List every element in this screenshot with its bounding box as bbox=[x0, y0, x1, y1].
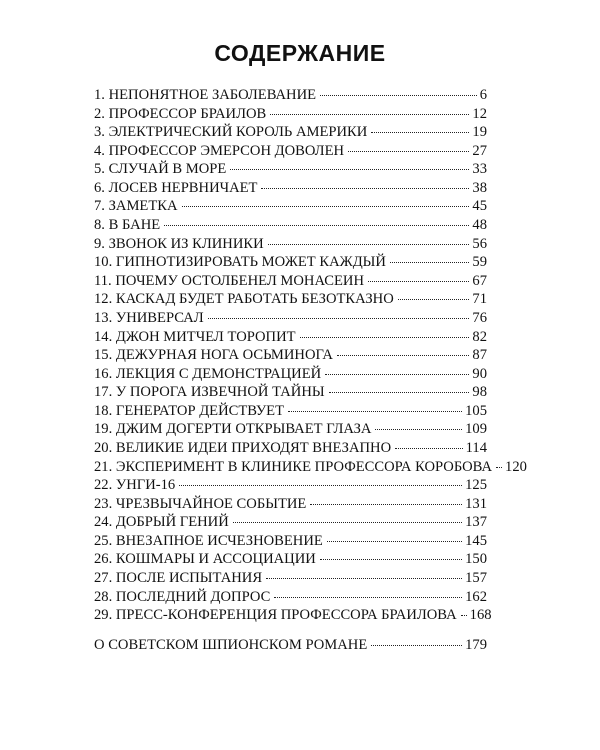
dot-leader bbox=[398, 299, 470, 300]
toc-entry-title: 12. КАСКАД БУДЕТ РАБОТАТЬ БЕЗОТКАЗНО bbox=[94, 291, 394, 308]
dot-leader bbox=[320, 559, 462, 560]
toc-entry bbox=[94, 606, 492, 625]
dot-leader bbox=[390, 262, 469, 263]
toc-entry-page: 19 bbox=[472, 124, 487, 141]
dot-leader bbox=[348, 151, 469, 152]
toc-entry-title: 24. ДОБРЫЙ ГЕНИЙ bbox=[94, 514, 229, 531]
toc-entry-page: 114 bbox=[465, 439, 487, 456]
toc-entry-page: 131 bbox=[465, 495, 487, 512]
dot-leader bbox=[371, 132, 469, 133]
toc-entry-title: 7. ЗАМЕТКА bbox=[94, 198, 178, 215]
toc-entry-page: 157 bbox=[465, 570, 487, 587]
toc-entry-title: 17. У ПОРОГА ИЗВЕЧНОЙ ТАЙНЫ bbox=[94, 384, 325, 401]
toc-entry-page: 27 bbox=[472, 142, 487, 159]
toc-entry-page: 105 bbox=[465, 402, 487, 419]
toc-entry bbox=[94, 86, 487, 105]
toc-entry bbox=[94, 420, 487, 439]
dot-leader bbox=[179, 485, 462, 486]
toc-entry-page: 125 bbox=[465, 477, 487, 494]
dot-leader bbox=[182, 206, 470, 207]
toc-entry bbox=[94, 197, 487, 216]
toc-entry-page: 38 bbox=[472, 179, 487, 196]
toc-entry-page: 109 bbox=[465, 421, 487, 438]
toc-entry-title: 18. ГЕНЕРАТОР ДЕЙСТВУЕТ bbox=[94, 402, 284, 419]
toc-entry bbox=[94, 123, 487, 142]
toc-entry bbox=[94, 290, 487, 309]
toc-entry-title: О СОВЕТСКОМ ШПИОНСКОМ РОМАНЕ bbox=[94, 636, 368, 653]
toc-entry-page: 82 bbox=[472, 328, 487, 345]
toc-entry bbox=[94, 235, 487, 254]
toc-entry-title: 5. СЛУЧАЙ В МОРЕ bbox=[94, 161, 227, 178]
toc-entry-page: 59 bbox=[472, 254, 487, 271]
toc-entry-title: 27. ПОСЛЕ ИСПЫТАНИЯ bbox=[94, 570, 263, 587]
toc-entry bbox=[94, 365, 487, 384]
toc-entry-title: 13. УНИВЕРСАЛ bbox=[94, 309, 204, 326]
toc-entry bbox=[94, 383, 487, 402]
toc-entry-title: 21. ЭКСПЕРИМЕНТ В КЛИНИКЕ ПРОФЕССОРА КОРОБОВА bbox=[94, 458, 493, 475]
toc-entry bbox=[94, 216, 487, 235]
toc-entry bbox=[94, 495, 487, 514]
toc-list bbox=[94, 86, 527, 654]
toc-entry bbox=[94, 309, 487, 328]
toc-entry-page: 67 bbox=[472, 272, 487, 289]
toc-entry-title: 19. ДЖИМ ДОГЕРТИ ОТКРЫВАЕТ ГЛАЗА bbox=[94, 421, 372, 438]
toc-entry bbox=[94, 439, 487, 458]
toc-entry-page: 45 bbox=[472, 198, 487, 215]
toc-entry-page: 76 bbox=[472, 309, 487, 326]
toc-entry-page: 71 bbox=[472, 291, 487, 308]
toc-entry-title: 11. ПОЧЕМУ ОСТОЛБЕНЕЛ МОНАСЕИН bbox=[94, 272, 364, 289]
dot-leader bbox=[496, 467, 502, 468]
dot-leader bbox=[266, 578, 462, 579]
toc-entry-title: 9. ЗВОНОК ИЗ КЛИНИКИ bbox=[94, 235, 264, 252]
toc-entry-page: 179 bbox=[465, 636, 487, 653]
toc-entry-page: 12 bbox=[472, 105, 487, 122]
page-title: СОДЕРЖАНИЕ bbox=[214, 40, 386, 66]
dot-leader bbox=[371, 645, 462, 646]
dot-leader bbox=[320, 95, 477, 96]
toc-entry-page: 120 bbox=[505, 458, 527, 475]
dot-leader bbox=[329, 392, 470, 393]
toc-entry bbox=[94, 458, 527, 477]
dot-leader bbox=[230, 169, 469, 170]
toc-entry bbox=[94, 272, 487, 291]
toc-entry-page: 33 bbox=[472, 161, 487, 178]
dot-leader bbox=[461, 615, 467, 616]
toc-entry-title: 3. ЭЛЕКТРИЧЕСКИЙ КОРОЛЬ АМЕРИКИ bbox=[94, 124, 368, 141]
toc-entry-title: 28. ПОСЛЕДНИЙ ДОПРОС bbox=[94, 588, 271, 605]
dot-leader bbox=[368, 281, 469, 282]
toc-entry-title: 26. КОШМАРЫ И АССОЦИАЦИИ bbox=[94, 551, 316, 568]
toc-entry-page: 56 bbox=[472, 235, 487, 252]
toc-entry bbox=[94, 253, 487, 272]
toc-entry-page: 90 bbox=[472, 365, 487, 382]
toc-entry-page: 168 bbox=[469, 607, 492, 624]
toc-entry-page: 48 bbox=[472, 217, 487, 234]
toc-entry-page: 6 bbox=[479, 87, 487, 103]
dot-leader bbox=[395, 448, 463, 449]
toc-entry bbox=[94, 550, 487, 569]
toc-entry bbox=[94, 402, 487, 421]
toc-entry-title: 10. ГИПНОТИЗИРОВАТЬ МОЖЕТ КАЖДЫЙ bbox=[94, 254, 386, 271]
toc-entry bbox=[94, 346, 487, 365]
toc-entry-page: 87 bbox=[472, 347, 487, 364]
dot-leader bbox=[300, 337, 470, 338]
dot-leader bbox=[337, 355, 470, 356]
toc-entry bbox=[94, 513, 487, 532]
toc-entry-page: 150 bbox=[465, 551, 487, 568]
toc-entry-title: 16. ЛЕКЦИЯ С ДЕМОНСТРАЦИЕЙ bbox=[94, 365, 322, 382]
dot-leader bbox=[208, 318, 470, 319]
dot-leader bbox=[375, 429, 462, 430]
dot-leader bbox=[164, 225, 469, 226]
dot-leader bbox=[261, 188, 469, 189]
dot-leader bbox=[233, 522, 462, 523]
toc-entry-title: 25. ВНЕЗАПНОЕ ИСЧЕЗНОВЕНИЕ bbox=[94, 532, 323, 549]
toc-entry bbox=[94, 569, 487, 588]
toc-entry bbox=[94, 105, 487, 124]
toc-entry bbox=[94, 328, 487, 347]
dot-leader bbox=[327, 541, 462, 542]
dot-leader bbox=[288, 411, 462, 412]
toc-entry bbox=[94, 160, 487, 179]
toc-entry bbox=[94, 142, 487, 161]
dot-leader bbox=[310, 504, 462, 505]
dot-leader bbox=[270, 114, 469, 115]
toc-entry-title: 8. В БАНЕ bbox=[94, 217, 161, 234]
toc-entry bbox=[94, 179, 487, 198]
toc-entry-page: 98 bbox=[472, 384, 487, 401]
toc-entry-title: 6. ЛОСЕВ НЕРВНИЧАЕТ bbox=[94, 179, 258, 196]
toc-entry-title: 2. ПРОФЕССОР БРАИЛОВ bbox=[94, 105, 267, 122]
toc-entry-title: 29. ПРЕСС-КОНФЕРЕНЦИЯ ПРОФЕССОРА БРАИЛОВА bbox=[94, 607, 457, 624]
dot-leader bbox=[268, 244, 470, 245]
toc-entry-title: 1. НЕПОНЯТНОЕ ЗАБОЛЕВАНИЕ bbox=[94, 87, 317, 103]
toc-entry bbox=[94, 476, 487, 495]
toc-entry bbox=[94, 532, 487, 551]
toc-entry bbox=[94, 588, 487, 607]
toc-entry-title: 15. ДЕЖУРНАЯ НОГА ОСЬМИНОГА bbox=[94, 347, 333, 364]
toc-entry-title: 14. ДЖОН МИТЧЕЛ ТОРОПИТ bbox=[94, 328, 296, 345]
toc-entry-title: 22. УНГИ-16 bbox=[94, 477, 176, 494]
dot-leader bbox=[325, 374, 469, 375]
toc-entry-title: 20. ВЕЛИКИЕ ИДЕИ ПРИХОДЯТ ВНЕЗАПНО bbox=[94, 439, 392, 456]
toc-entry-title: 4. ПРОФЕССОР ЭМЕРСОН ДОВОЛЕН bbox=[94, 142, 345, 159]
toc-entry-page: 137 bbox=[465, 514, 487, 531]
toc-entry-page: 162 bbox=[465, 588, 487, 605]
toc-entry-afterword bbox=[94, 636, 487, 655]
toc-entry-title: 23. ЧРЕЗВЫЧАЙНОЕ СОБЫТИЕ bbox=[94, 495, 307, 512]
toc-entry-page: 145 bbox=[465, 532, 487, 549]
dot-leader bbox=[274, 597, 462, 598]
